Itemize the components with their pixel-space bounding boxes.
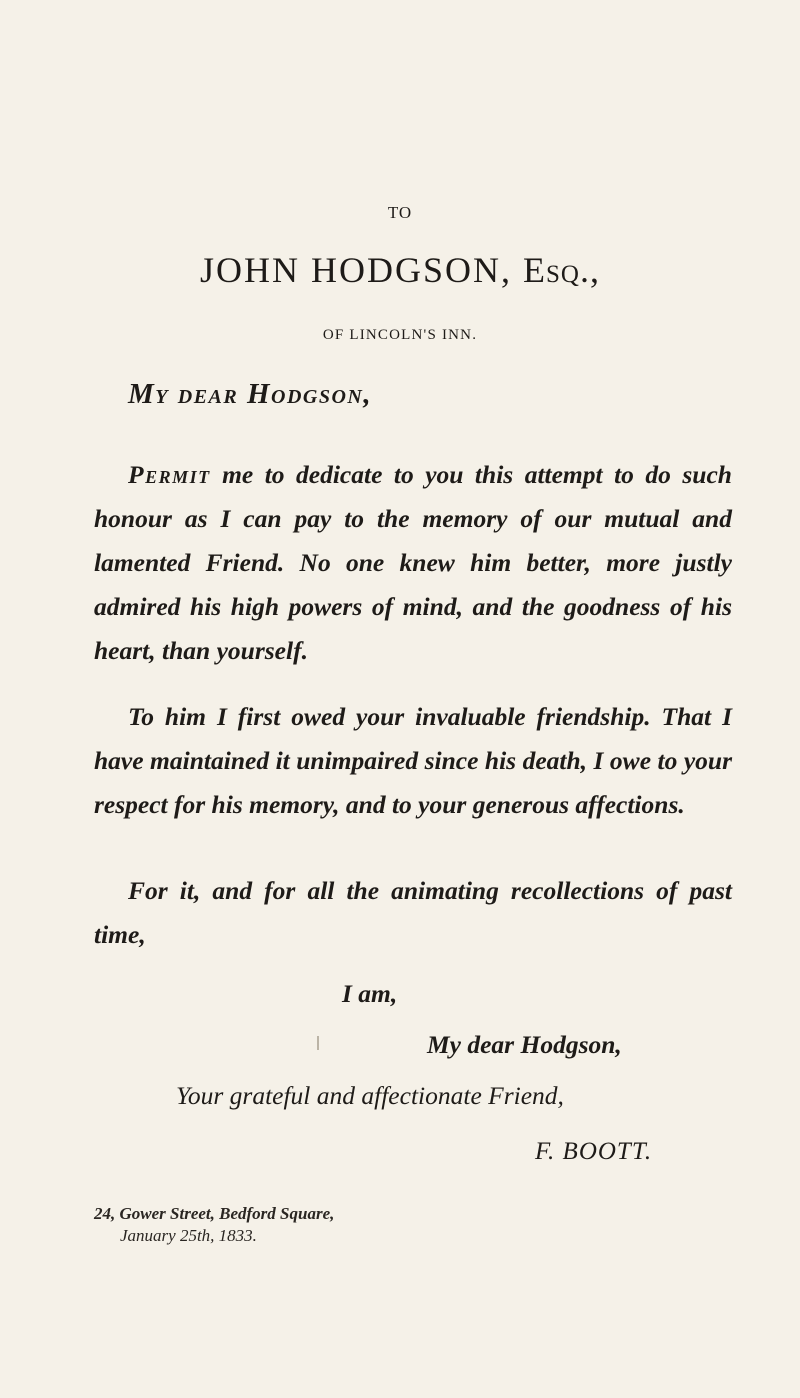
- paragraph-1-text: me to dedicate to you this attempt to do such honour as I can pay to the memory of our mutual and lamented Friend. No one knew him better, more justly admired his high powers of mind, and the goodness of his heart, than yourself.: [94, 460, 732, 665]
- addressee-name-text: JOHN HODGSON,: [200, 250, 513, 290]
- closing-i-am: I am,: [342, 979, 398, 1008]
- paragraph-3: For it, and for all the animating recollections of past time,: [94, 876, 732, 949]
- signature: F. BOOTT.: [535, 1138, 653, 1165]
- salutation: My dear Hodgson,: [128, 378, 373, 410]
- addressee-inn: OF LINCOLN'S INN.: [322, 327, 478, 343]
- to-heading: TO: [387, 203, 413, 222]
- address-line-1: 24, Gower Street, Bedford Square,: [94, 1204, 335, 1223]
- addressee-esq: Esq.,: [523, 250, 600, 290]
- closing-my-dear: My dear Hodgson,: [427, 1030, 622, 1059]
- paragraph-2: To him I first owed your invaluable friendship. That I have maintained it unimpaired since his death, I owe to your respect for his memory, and to your generous affections.: [94, 702, 732, 819]
- addressee-name: [0, 250, 800, 290]
- paper-blemish: [317, 1036, 319, 1050]
- address-line-2: January 25th, 1833.: [120, 1226, 257, 1245]
- paragraph-1: [94, 453, 732, 673]
- paragraph-1-lead: Permit: [128, 460, 211, 489]
- closing-yours: Your grateful and affectionate Friend,: [176, 1081, 564, 1110]
